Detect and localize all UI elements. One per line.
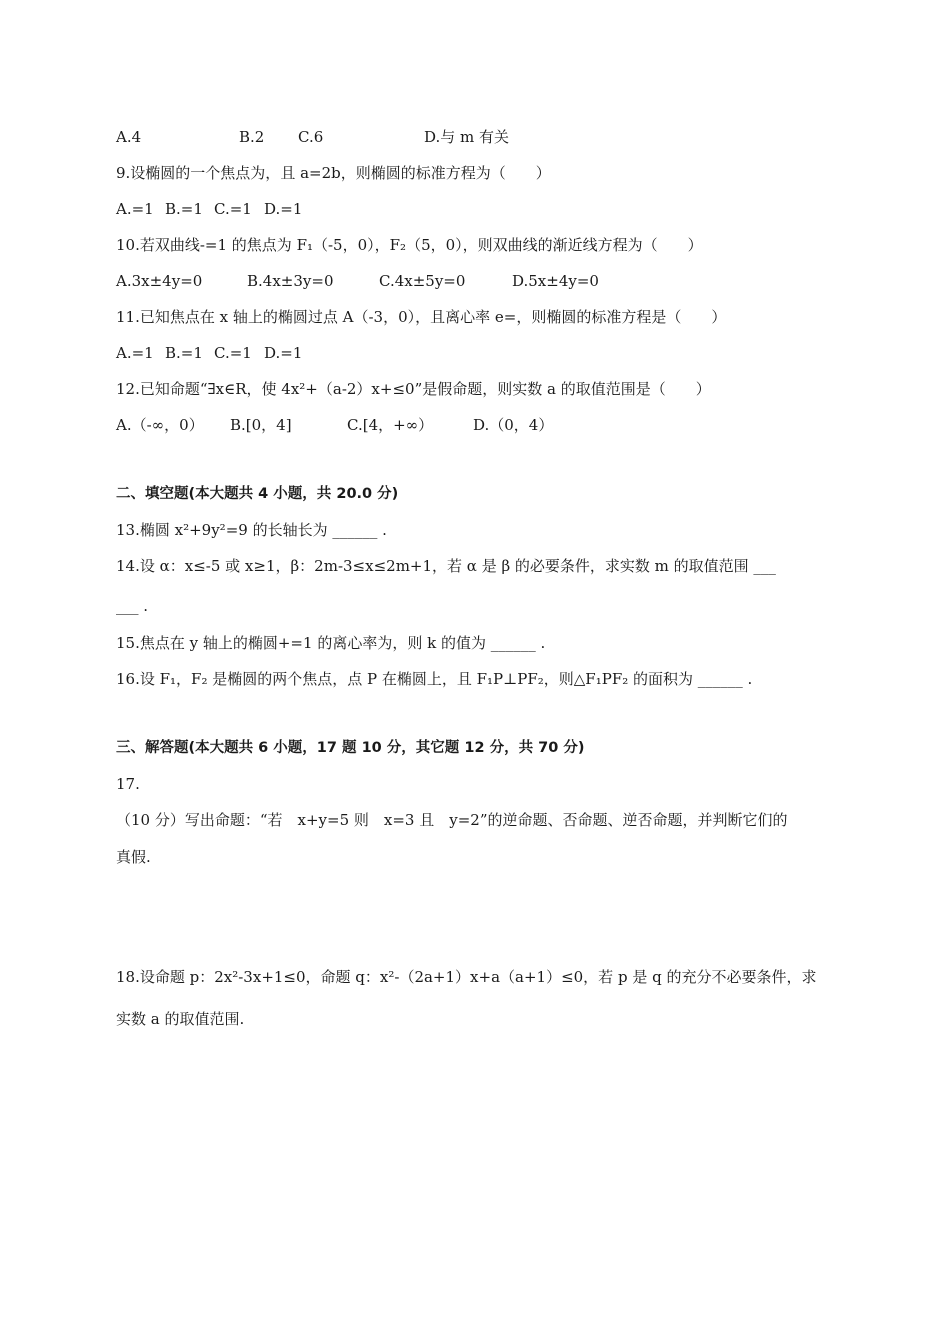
section-solution-title: 三、解答题(本大题共 6 小题，17 题 10 分，其它题 12 分，共 70 分) <box>116 740 585 756</box>
q8-option-c: C.6 <box>298 128 324 146</box>
q9-option-b: B.=1 <box>165 200 203 218</box>
q18-line2: 实数 a 的取值范围. <box>116 1010 245 1028</box>
q12-option-b: B.[0，4] <box>230 416 292 434</box>
q10-option-a: A.3x±4y=0 <box>116 272 203 290</box>
q11-stem: 11.已知焦点在 x 轴上的椭圆过点 A（-3，0），且离心率 e=，则椭圆的标准方程是（ ） <box>116 308 727 326</box>
q8-option-a: A.4 <box>116 128 142 146</box>
q10-options <box>116 270 838 292</box>
q11-option-d: D.=1 <box>264 344 303 362</box>
q9-option-c: C.=1 <box>214 200 252 218</box>
q11-option-a: A.=1 <box>116 344 154 362</box>
q10-option-b: B.4x±3y=0 <box>247 272 334 290</box>
q9-option-d: D.=1 <box>264 200 303 218</box>
section-fill-in-title: 二、填空题(本大题共 4 小题，共 20.0 分) <box>116 486 399 502</box>
q12-option-c: C.[4，+∞） <box>347 416 434 434</box>
q12-option-d: D.（0，4） <box>473 416 554 434</box>
q12-options <box>116 414 838 436</box>
q9-option-a: A.=1 <box>116 200 154 218</box>
q8-option-d: D.与 m 有关 <box>424 128 510 146</box>
q9-options <box>116 198 838 220</box>
q14-line2: ___ . <box>116 597 149 615</box>
q11-option-b: B.=1 <box>165 344 203 362</box>
q11-option-c: C.=1 <box>214 344 252 362</box>
q10-option-c: C.4x±5y=0 <box>379 272 466 290</box>
q8-option-b: B.2 <box>239 128 265 146</box>
q12-option-a: A.（-∞，0） <box>116 416 204 434</box>
q17-line1: （10 分）写出命题：“若 x+y=5 则 x=3 且 y=2”的逆命题、否命题、逆否命题，并判断它们的 <box>116 811 788 829</box>
q17-number: 17. <box>116 775 140 793</box>
q14-line1: 14.设 α：x≤-5 或 x≥1，β：2m-3≤x≤2m+1，若 α 是 β 的必要条件，求实数 m 的取值范围 ___ <box>116 557 776 575</box>
q13-text: 13.椭圆 x²+9y²=9 的长轴长为 ______ . <box>116 521 387 539</box>
q17-line2: 真假. <box>116 848 151 866</box>
q10-stem: 10.若双曲线-=1 的焦点为 F₁（-5，0），F₂（5，0），则双曲线的渐近线方程为（ ） <box>116 236 703 254</box>
q9-stem: 9.设椭圆的一个焦点为，且 a=2b，则椭圆的标准方程为（ ） <box>116 164 551 182</box>
q12-stem: 12.已知命题“∃x∈R，使 4x²+（a-2）x+≤0”是假命题，则实数 a 的取值范围是（ ） <box>116 380 711 398</box>
q8-options <box>116 126 838 148</box>
q16-text: 16.设 F₁，F₂ 是椭圆的两个焦点，点 P 在椭圆上，且 F₁P⊥PF₂，则△F₁PF₂ 的面积为 ______ . <box>116 670 753 688</box>
q11-options <box>116 342 838 364</box>
q15-text: 15.焦点在 y 轴上的椭圆+=1 的离心率为，则 k 的值为 ______ . <box>116 634 546 652</box>
q10-option-d: D.5x±4y=0 <box>512 272 599 290</box>
q18-line1: 18.设命题 p：2x²-3x+1≤0，命题 q：x²-（2a+1）x+a（a+1）≤0，若 p 是 q 的充分不必要条件，求 <box>116 968 817 986</box>
